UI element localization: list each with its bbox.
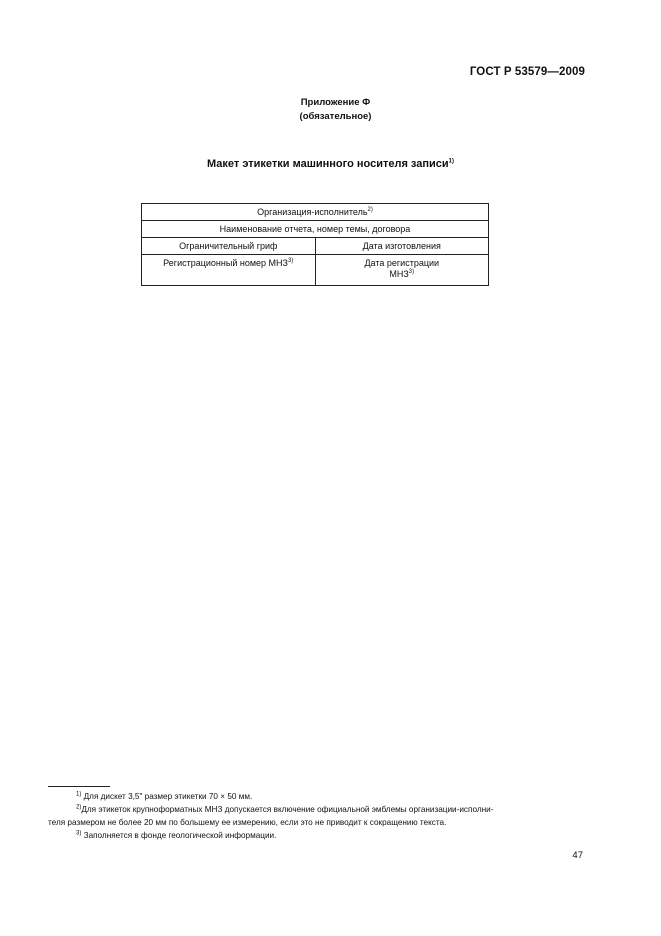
footnote-mark: 3): [408, 269, 415, 275]
footnote-3-text: Заполняется в фонде геологической информации.: [83, 831, 277, 840]
footnote-2-line1: [48, 803, 588, 816]
footnote-mark: 3): [76, 830, 82, 837]
footnote-divider: [48, 786, 110, 787]
footnote-mark: 2): [76, 804, 82, 811]
title-footnote-mark: 1): [448, 158, 454, 165]
cell-restriction: Ограничительный гриф: [142, 238, 316, 255]
annex-heading: [0, 96, 661, 124]
cell-registration-number-text: Регистрационный номер МНЗ: [163, 258, 288, 268]
cell-organization-text: Организация-исполнитель: [257, 206, 368, 217]
footnote-mark: 2): [367, 206, 373, 213]
cell-report-name: Наименование отчета, номер темы, договора: [142, 221, 489, 238]
page-title: [0, 158, 661, 170]
label-layout-table: [141, 203, 489, 286]
footnote-3: [48, 829, 588, 842]
footnote-1: [48, 790, 588, 803]
cell-registration-date-line2: МНЗ: [389, 269, 409, 279]
footnotes: [48, 790, 588, 842]
cell-organization: [142, 204, 489, 221]
footnote-1-text: Для дискет 3,5" размер этикетки 70 × 50 мм.: [83, 792, 253, 801]
cell-registration-number: [142, 255, 316, 286]
cell-registration-date-line1: Дата регистрации: [364, 258, 440, 268]
footnote-2-text: Для этикеток крупноформатных МНЗ допускается включение официальной эмблемы организации-исполни-: [81, 805, 494, 814]
footnote-2-line2: теля размером не более 20 мм по большему ее измерению, если это не приводит к сокращению текста.: [48, 818, 447, 827]
annex-title: Приложение Ф: [300, 97, 371, 108]
cell-registration-date: [315, 255, 489, 286]
cell-manufacture-date: Дата изготовления: [315, 238, 489, 255]
document-code: ГОСТ Р 53579—2009: [469, 66, 585, 78]
page-title-text: Макет этикетки машинного носителя записи: [207, 158, 449, 170]
annex-status: (обязательное): [299, 111, 372, 122]
footnote-mark: 3): [287, 258, 294, 264]
page-number: 47: [572, 850, 583, 861]
footnote-mark: 1): [76, 791, 82, 798]
